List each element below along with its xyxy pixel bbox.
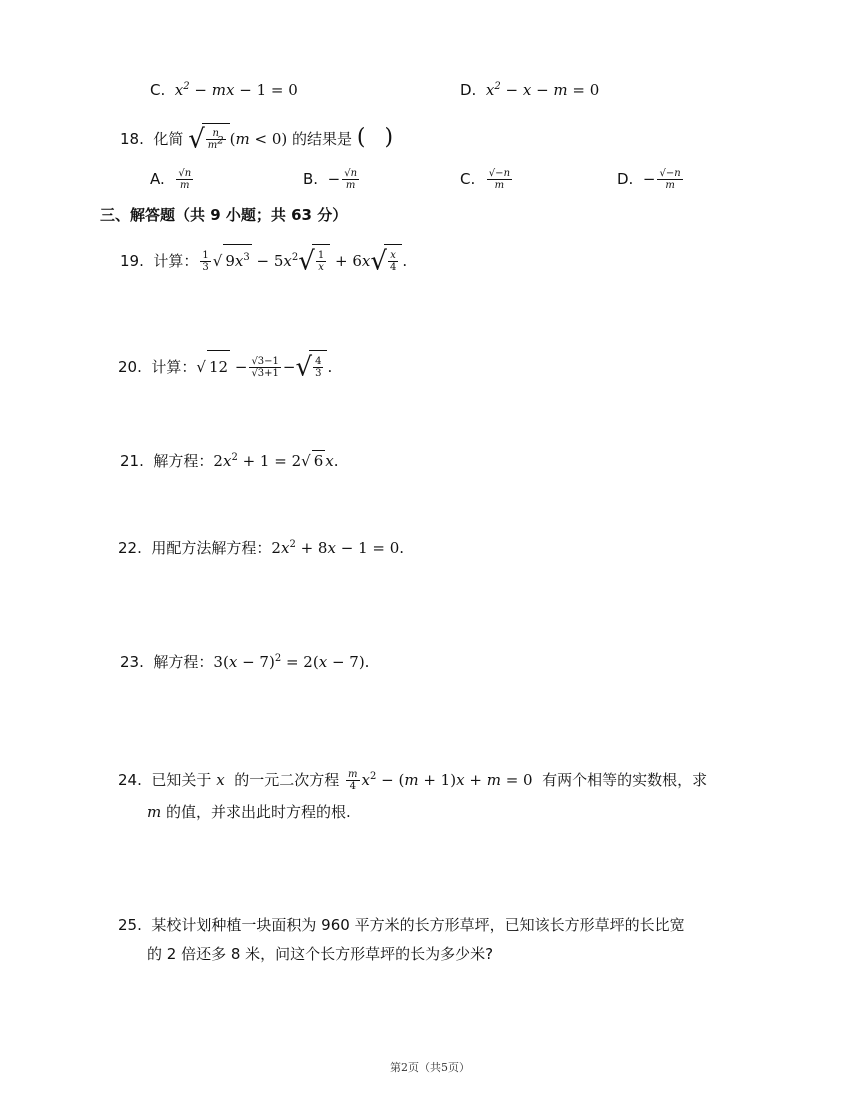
question-19: 19. 计算： $\frac{1}{3}$ √ $9x^3 - 5x^2√$ $\frac{1}{x}$ + 6x√ $\frac{x}{4}$ .: [120, 244, 407, 278]
question-text: 解方程：: [153, 653, 214, 671]
question-24-cont: m 的值，并求出此时方程的根.: [147, 803, 351, 821]
option-label: B.: [303, 170, 319, 188]
question-text: 计算：: [151, 358, 197, 376]
section-heading: 三、解答题（共 9 小题；共 63 分）: [100, 206, 348, 224]
q17-option-d: [460, 80, 599, 100]
question-number: 25.: [118, 916, 142, 934]
option-label: C.: [460, 170, 476, 188]
question-number: 18.: [120, 130, 144, 148]
question-number: 21.: [120, 452, 144, 470]
question-number: 23.: [120, 653, 144, 671]
option-label: D.: [617, 170, 634, 188]
q18-option-d: D. − $\frac{√-n}{m}$: [617, 168, 681, 191]
page-footer: 第2页（共5页）: [390, 1061, 470, 1074]
question-text: 解方程：: [153, 452, 214, 470]
question-22: 22. 用配方法解方程：$2x^2 + 8x - 1 = 0$.: [118, 539, 405, 557]
q18-option-a: A. $\frac{√n}{m}$: [150, 168, 192, 191]
question-text: 某校计划种植一块面积为 960 平方米的长方形草坪，已知该长方形草坪的长比宽: [151, 916, 685, 934]
question-21: 21. 解方程：$2x^2 + 1 = 2√$ 6 x.: [120, 452, 339, 470]
question-text: 用配方法解方程：: [151, 539, 272, 557]
question-25-cont: [147, 944, 493, 964]
question-number: 22.: [118, 539, 142, 557]
question-number: 20.: [118, 358, 142, 376]
question-text: 的结果是: [292, 130, 353, 148]
question-number: 24.: [118, 771, 142, 789]
question-24: 24. 已知关于 x 的一元二次方程 $\frac{m}{4}$ $x^2 - (m + 1)x + m = 0$ 有两个相等的实数根，求: [118, 769, 708, 792]
q18-option-b: B. − $\frac{√n}{m}$: [303, 168, 358, 191]
question-number: 19.: [120, 252, 144, 270]
option-label: C.: [150, 81, 166, 99]
question-25: [118, 915, 685, 935]
question-18: 18. 化简 √ $\frac{n}{m^2}$ (m < 0) 的结果是 ( ): [120, 124, 394, 155]
option-label: D.: [460, 81, 477, 99]
question-23: 23. 解方程：$3(x - 7)^2 = 2(x - 7)$.: [120, 653, 370, 671]
q17-option-c: [150, 80, 298, 100]
formula: $x^2$ − mx − 1 = 0: [174, 81, 298, 99]
question-text: 计算：: [153, 252, 199, 270]
option-label: A.: [150, 170, 165, 188]
question-20: 20. 计算：√ 12 − $\frac{√3-1}{√3+1}$ −√ $\frac{4}{3}$ .: [118, 350, 332, 384]
question-text: 的一元二次方程: [234, 771, 340, 789]
question-text: 的 2 倍还多 8 米，问这个长方形草坪的长为多少米?: [147, 945, 494, 963]
question-text: 已知关于: [151, 771, 212, 789]
question-text: 化简: [153, 130, 184, 148]
question-text: 有两个相等的实数根，求: [542, 771, 708, 789]
question-text: 的值，并求出此时方程的根.: [166, 803, 351, 821]
formula: $x^2 - x - m = 0$: [485, 81, 600, 99]
q18-option-c: C. $\frac{√-n}{m}$: [460, 168, 511, 191]
